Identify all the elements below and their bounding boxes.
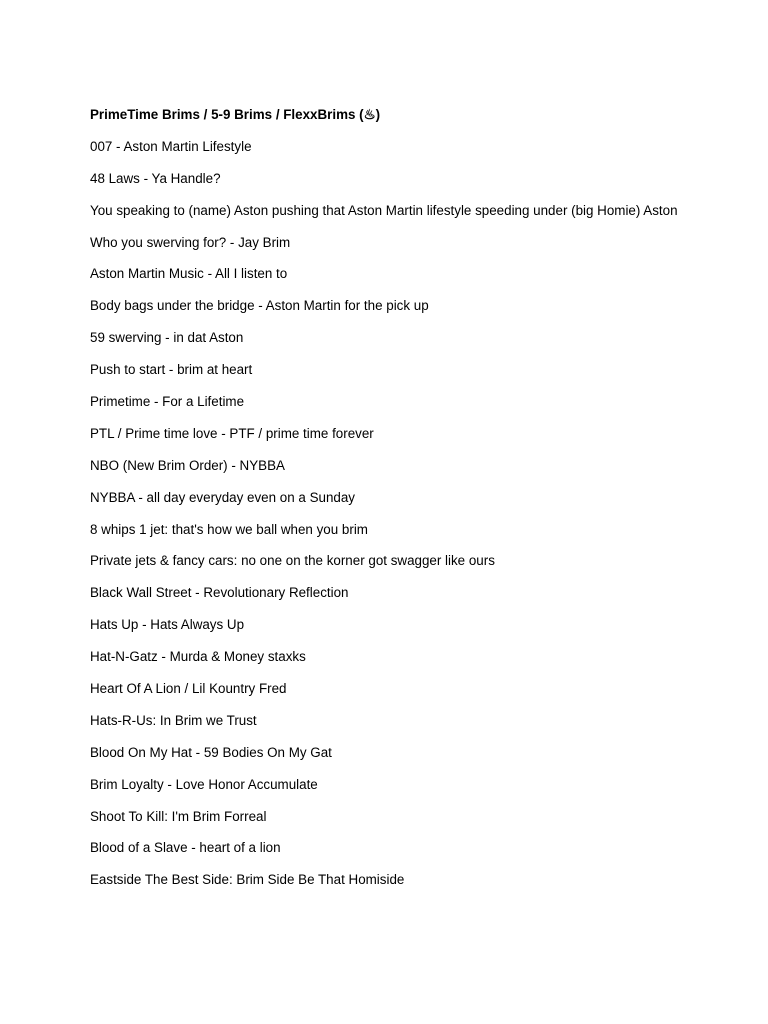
list-item: Primetime - For a Lifetime — [90, 394, 245, 410]
list-item: Hats-R-Us: In Brim we Trust — [90, 712, 257, 728]
list-item: 8 whips 1 jet: that's how we ball when you brim — [90, 521, 368, 537]
document-title: PrimeTime Brims / 5-9 Brims / FlexxBrims (♨) — [90, 107, 381, 122]
list-item: Eastside The Best Side: Brim Side Be That Homiside — [90, 872, 405, 888]
list-item: Hat-N-Gatz - Murda & Money staxks — [90, 649, 306, 665]
list-item: Black Wall Street - Revolutionary Reflection — [90, 585, 349, 601]
line-list — [90, 139, 680, 888]
list-item: Who you swerving for? - Jay Brim — [90, 234, 291, 250]
list-item: PTL / Prime time love - PTF / prime time forever — [90, 425, 374, 441]
list-item: Hats Up - Hats Always Up — [90, 617, 245, 633]
list-item: Blood of a Slave - heart of a lion — [90, 840, 281, 856]
list-item: 59 swerving - in dat Aston — [90, 330, 244, 346]
list-item: NBO (New Brim Order) - NYBBA — [90, 457, 285, 473]
list-item: You speaking to (name) Aston pushing that Aston Martin lifestyle speeding under (big Homie) Aston — [90, 202, 678, 218]
list-item: Aston Martin Music - All I listen to — [90, 266, 288, 282]
list-item: 007 - Aston Martin Lifestyle — [90, 138, 252, 154]
list-item: Push to start - brim at heart — [90, 362, 253, 378]
list-item: Heart Of A Lion / Lil Kountry Fred — [90, 681, 287, 697]
list-item: Shoot To Kill: I'm Brim Forreal — [90, 808, 267, 824]
list-item: Body bags under the bridge - Aston Martin for the pick up — [90, 298, 429, 314]
list-item: Private jets & fancy cars: no one on the korner got swagger like ours — [90, 553, 495, 569]
list-item: NYBBA - all day everyday even on a Sunday — [90, 489, 355, 505]
list-item: Brim Loyalty - Love Honor Accumulate — [90, 776, 318, 792]
list-item: Blood On My Hat - 59 Bodies On My Gat — [90, 744, 332, 760]
list-item: 48 Laws - Ya Handle? — [90, 170, 221, 186]
document-body — [90, 107, 680, 888]
